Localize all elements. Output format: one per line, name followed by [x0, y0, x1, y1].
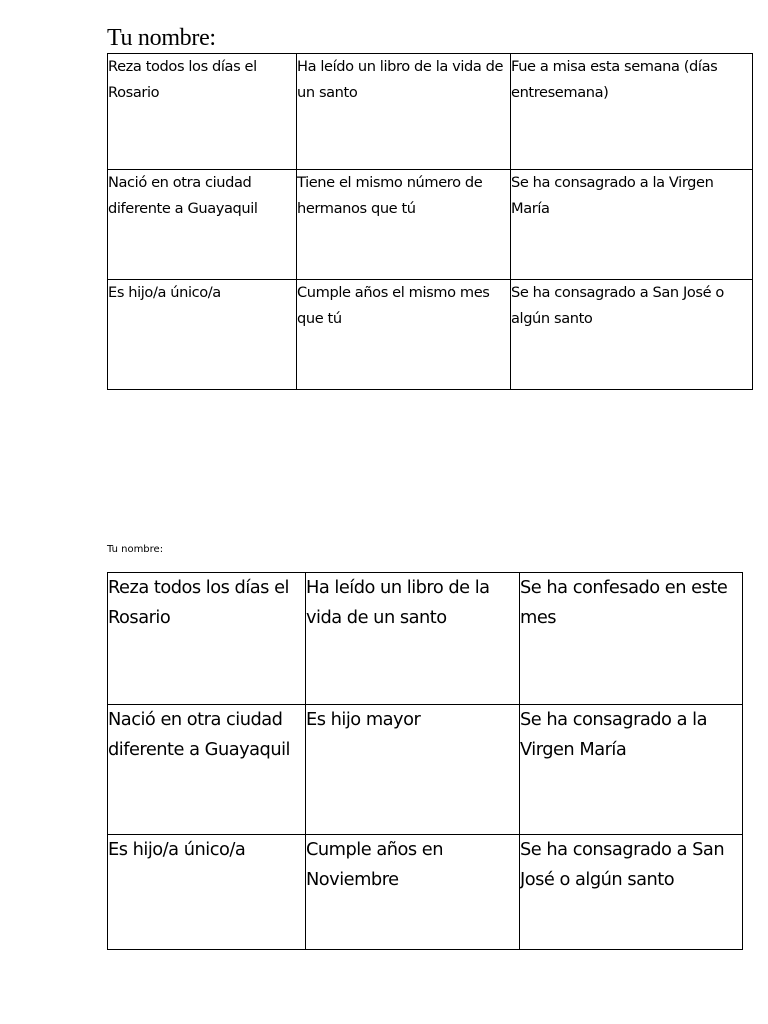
grid-cell: Nació en otra ciudad diferente a Guayaquil	[108, 170, 297, 280]
table-row	[108, 573, 743, 705]
bingo-grid-2	[107, 572, 743, 950]
name-label-2: Tu nombre:	[107, 544, 164, 555]
table-row	[108, 705, 743, 835]
grid-cell: Es hijo/a único/a	[108, 280, 297, 390]
table-row	[108, 280, 753, 390]
grid-cell: Tiene el mismo número de hermanos que tú	[297, 170, 511, 280]
grid-cell: Cumple años en Noviembre	[306, 835, 520, 950]
grid-cell: Es hijo mayor	[306, 705, 520, 835]
table-row	[108, 54, 753, 170]
grid-cell: Se ha consagrado a la Virgen María	[520, 705, 743, 835]
bingo-grid-1	[107, 53, 753, 390]
grid-cell: Es hijo/a único/a	[108, 835, 306, 950]
grid-cell: Nació en otra ciudad diferente a Guayaquil	[108, 705, 306, 835]
grid-cell: Ha leído un libro de la vida de un santo	[297, 54, 511, 170]
grid-cell: Cumple años el mismo mes que tú	[297, 280, 511, 390]
grid-cell: Se ha confesado en este mes	[520, 573, 743, 705]
table-row	[108, 835, 743, 950]
grid-cell: Reza todos los días el Rosario	[108, 573, 306, 705]
grid-cell: Fue a misa esta semana (días entresemana)	[511, 54, 753, 170]
name-label-1: Tu nombre:	[107, 25, 216, 51]
grid-cell: Se ha consagrado a la Virgen María	[511, 170, 753, 280]
grid-cell: Se ha consagrado a San José o algún santo	[520, 835, 743, 950]
grid-cell: Se ha consagrado a San José o algún santo	[511, 280, 753, 390]
grid-cell: Ha leído un libro de la vida de un santo	[306, 573, 520, 705]
grid-cell: Reza todos los días el Rosario	[108, 54, 297, 170]
table-row	[108, 170, 753, 280]
